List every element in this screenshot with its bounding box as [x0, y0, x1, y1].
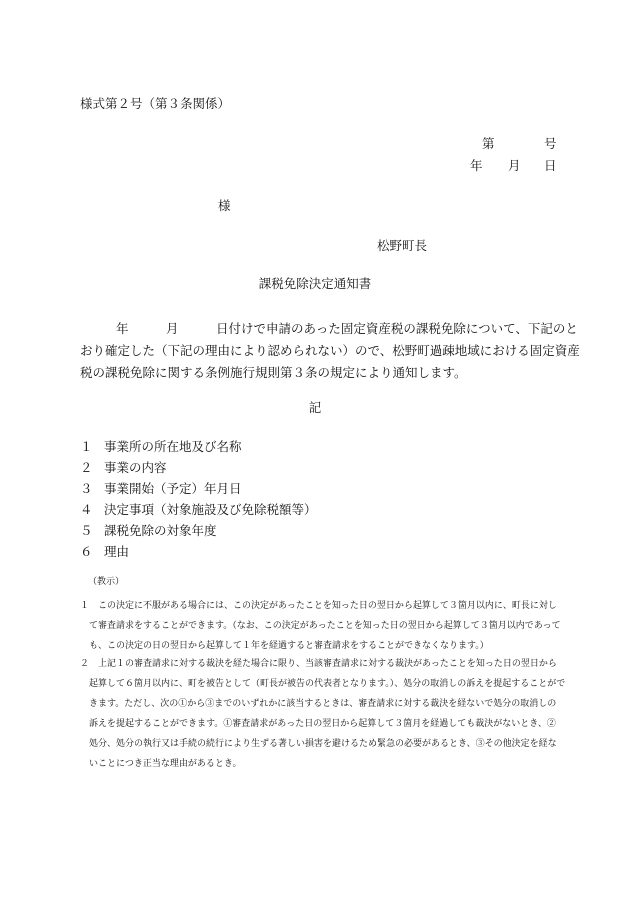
document-title: 課税免除決定通知書 [258, 276, 372, 291]
note-line: １ この決定に不服がある場合には、この決定があったことを知った日の翌日から起算して３箇月以内に、町長に対し [80, 601, 557, 611]
item-list [80, 436, 317, 562]
body-line: おり確定した（下記の理由により認められない）ので、松野町過疎地域における固定資産 [80, 343, 580, 358]
date-day: 日 [544, 158, 557, 173]
body-line: 年 月 日付けで申請のあった固定資産税の課税免除について、下記のと [116, 321, 578, 336]
date-year: 年 [470, 158, 483, 173]
doc-number-suffix: 号 [544, 136, 557, 151]
item-number: ２ [80, 460, 93, 475]
item-number: ３ [80, 481, 93, 496]
list-item [80, 457, 317, 478]
instruction-heading: （教示） [88, 577, 125, 587]
body-line: 税の課税免除に関する条例施行規則第３条の規定により通知します。 [80, 365, 467, 380]
note-line: いことにつき正当な理由があるとき。 [80, 759, 242, 769]
note-line: ２ 上記１の審査請求に対する裁決を経た場合に限り、当該審査請求に対する裁決があったことを知った日の翌日から [80, 659, 557, 669]
list-item [80, 436, 317, 457]
item-number: ４ [80, 502, 93, 517]
note-line: 起算して６箇月以内に、町を被告として（町長が被告の代表者となります。）、処分の取消しの訴えを提起することがで [80, 679, 566, 689]
note-line: て審査請求をすることができます。（なお、この決定があったことを知った日の翌日から起算して３箇月以内であって [80, 621, 561, 631]
form-number: 様式第２号（第３条関係） [80, 96, 231, 111]
note-line: も、この決定の日の翌日から起算して１年を経過すると審査請求をすることができなくなります。） [80, 641, 489, 651]
item-number: ６ [80, 544, 93, 559]
note-line: きます。ただし、次の①から③までのいずれかに該当するときは、審査請求に対する裁決を経ないで処分の取消しの [80, 699, 557, 709]
item-number: ５ [80, 523, 93, 538]
item-number: １ [80, 439, 93, 454]
date-month: 月 [508, 158, 521, 173]
list-item [80, 499, 317, 520]
list-item [80, 541, 317, 562]
body-paragraph [80, 318, 580, 384]
instruction-note-1 [80, 596, 560, 656]
issue-date [470, 158, 557, 174]
ki-heading: 記 [308, 400, 322, 415]
addressee: 様 [218, 198, 231, 213]
item-text: 事業所の所在地及び名称 [104, 439, 242, 454]
item-text: 事業の内容 [104, 460, 167, 475]
item-text: 決定事項（対象施設及び免除税額等） [104, 502, 317, 517]
item-text: 課税免除の対象年度 [104, 523, 217, 538]
sender: 松野町長 [377, 238, 428, 253]
instruction-note-2 [80, 654, 566, 774]
document-number [482, 136, 557, 152]
item-text: 理由 [104, 544, 130, 559]
list-item [80, 520, 317, 541]
note-line: 訴えを提起することができます。①審査請求があった日の翌日から起算して３箇月を経過しても裁決がないとき、② [80, 719, 556, 729]
item-text: 事業開始（予定）年月日 [104, 481, 242, 496]
list-item [80, 478, 317, 499]
doc-number-prefix: 第 [482, 136, 495, 151]
note-line: 処分、処分の執行又は手続の続行により生ずる著しい損害を避けるため緊急の必要があるとき、③その他決定を経な [80, 739, 557, 749]
